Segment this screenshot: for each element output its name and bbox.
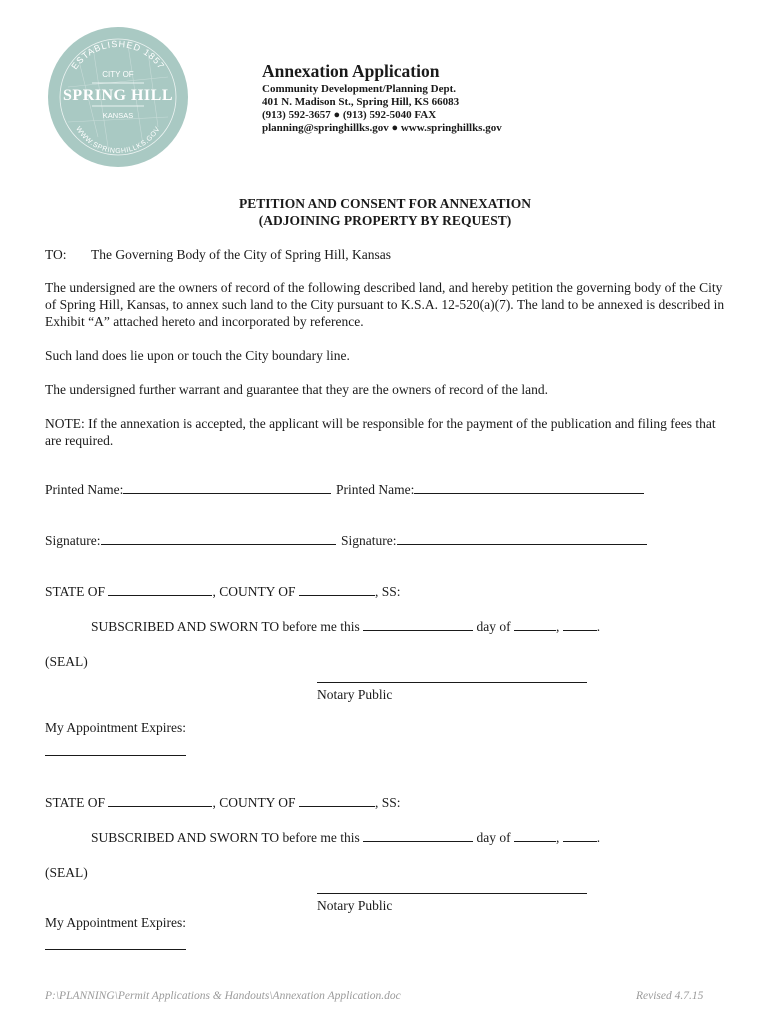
- signature-row-1: [45, 532, 336, 549]
- signature-label: Signature:: [45, 533, 101, 548]
- department-name: Community Development/Planning Dept.: [262, 83, 457, 95]
- sworn-date-field-2[interactable]: [363, 829, 473, 842]
- petition-paragraph: The undersigned are the owners of record of the following described land, and hereby petition the governing body of the City of Spring Hill, Kansas, to annex such land to the City pursuant to K.S.A. 12-520(a)(7). The land to be annexed is described in Exhibit “A” attached hereto and incorporated by reference.: [45, 280, 725, 329]
- sworn-year-field-1[interactable]: [563, 618, 597, 631]
- to-recipient: The Governing Body of the City of Spring Hill, Kansas: [91, 247, 391, 262]
- sworn-date-field-1[interactable]: [363, 618, 473, 631]
- notary-venue-2: [45, 794, 400, 811]
- county-field-1[interactable]: [299, 583, 375, 596]
- boundary-statement: Such land does lie upon or touch the City boundary line.: [45, 348, 350, 363]
- notary-signature-line-1[interactable]: [317, 682, 587, 683]
- printed-name-row-2: [336, 481, 644, 498]
- signature-field-1[interactable]: [101, 532, 336, 545]
- printed-name-field-2[interactable]: [414, 481, 644, 494]
- day-of-label: day of: [476, 619, 511, 634]
- to-label: TO:: [45, 247, 67, 262]
- footer-revision: Revised 4.7.15: [636, 990, 704, 1002]
- state-field-1[interactable]: [108, 583, 212, 596]
- sworn-statement-1: SUBSCRIBED AND SWORN TO before me this day of , .: [91, 619, 601, 634]
- appointment-expires-label-2: My Appointment Expires:: [45, 915, 186, 930]
- sworn-month-field-2[interactable]: [514, 829, 556, 842]
- sworn-year-field-2[interactable]: [563, 829, 597, 842]
- footer-file-path: P:\PLANNING\Permit Applications & Handouts\Annexation Application.doc: [45, 990, 401, 1002]
- notary-venue-1: [45, 583, 400, 600]
- fees-note: NOTE: If the annexation is accepted, the applicant will be responsible for the payment of the publication and filing fees that are required.: [45, 416, 716, 448]
- document-title: Annexation Application: [262, 61, 440, 81]
- department-contact: planning@springhillks.gov ● www.springhillks.gov: [262, 122, 502, 134]
- ownership-statement: The undersigned further warrant and guarantee that they are the owners of record of the land.: [45, 382, 549, 397]
- notary-signature-line-2[interactable]: [317, 893, 587, 894]
- notary-public-label-1: Notary Public: [317, 687, 393, 702]
- state-field-2[interactable]: [108, 794, 212, 807]
- subscribed-label: SUBSCRIBED AND SWORN TO before me this: [91, 830, 360, 845]
- ss-label: , SS:: [374, 584, 401, 599]
- county-of-label: , COUNTY OF: [212, 584, 296, 599]
- appointment-expires-field-1[interactable]: [45, 755, 186, 756]
- sworn-statement-2: SUBSCRIBED AND SWORN TO before me this day of , .: [91, 830, 601, 845]
- county-field-2[interactable]: [299, 794, 375, 807]
- seal-city-of: CITY OF: [102, 70, 134, 79]
- department-phone: (913) 592-3657 ● (913) 592-5040 FAX: [262, 109, 437, 121]
- signature-row-2: [341, 532, 647, 549]
- day-of-label: day of: [476, 830, 511, 845]
- printed-name-label: Printed Name:: [45, 482, 124, 497]
- sworn-month-field-1[interactable]: [514, 618, 556, 631]
- subscribed-label: SUBSCRIBED AND SWORN TO before me this: [91, 619, 360, 634]
- printed-name-row-1: [45, 481, 331, 498]
- state-of-label: STATE OF: [45, 795, 106, 810]
- signature-label: Signature:: [341, 533, 397, 548]
- city-seal-logo: [48, 27, 188, 167]
- county-of-label: , COUNTY OF: [212, 795, 296, 810]
- seal-website-text: WWW.SPRINGHILLKS.GOV: [74, 125, 162, 156]
- appointment-expires-field-2[interactable]: [45, 949, 186, 950]
- signature-field-2[interactable]: [397, 532, 647, 545]
- seal-state: KANSAS: [102, 111, 134, 120]
- seal-placeholder-1: (SEAL): [45, 654, 88, 669]
- printed-name-label: Printed Name:: [336, 482, 415, 497]
- printed-name-field-1[interactable]: [123, 481, 331, 494]
- petition-title: PETITION AND CONSENT FOR ANNEXATION: [238, 196, 532, 211]
- ss-label: , SS:: [374, 795, 401, 810]
- appointment-expires-label-1: My Appointment Expires:: [45, 720, 186, 735]
- seal-placeholder-2: (SEAL): [45, 865, 88, 880]
- notary-public-label-2: Notary Public: [317, 898, 393, 913]
- seal-city-name: SPRING HILL: [63, 87, 173, 104]
- petition-subtitle: (ADJOINING PROPERTY BY REQUEST): [258, 213, 512, 228]
- seal-established-text: ESTABLISHED 1857: [69, 38, 167, 72]
- department-address: 401 N. Madison St., Spring Hill, KS 66083: [262, 96, 460, 108]
- state-of-label: STATE OF: [45, 584, 106, 599]
